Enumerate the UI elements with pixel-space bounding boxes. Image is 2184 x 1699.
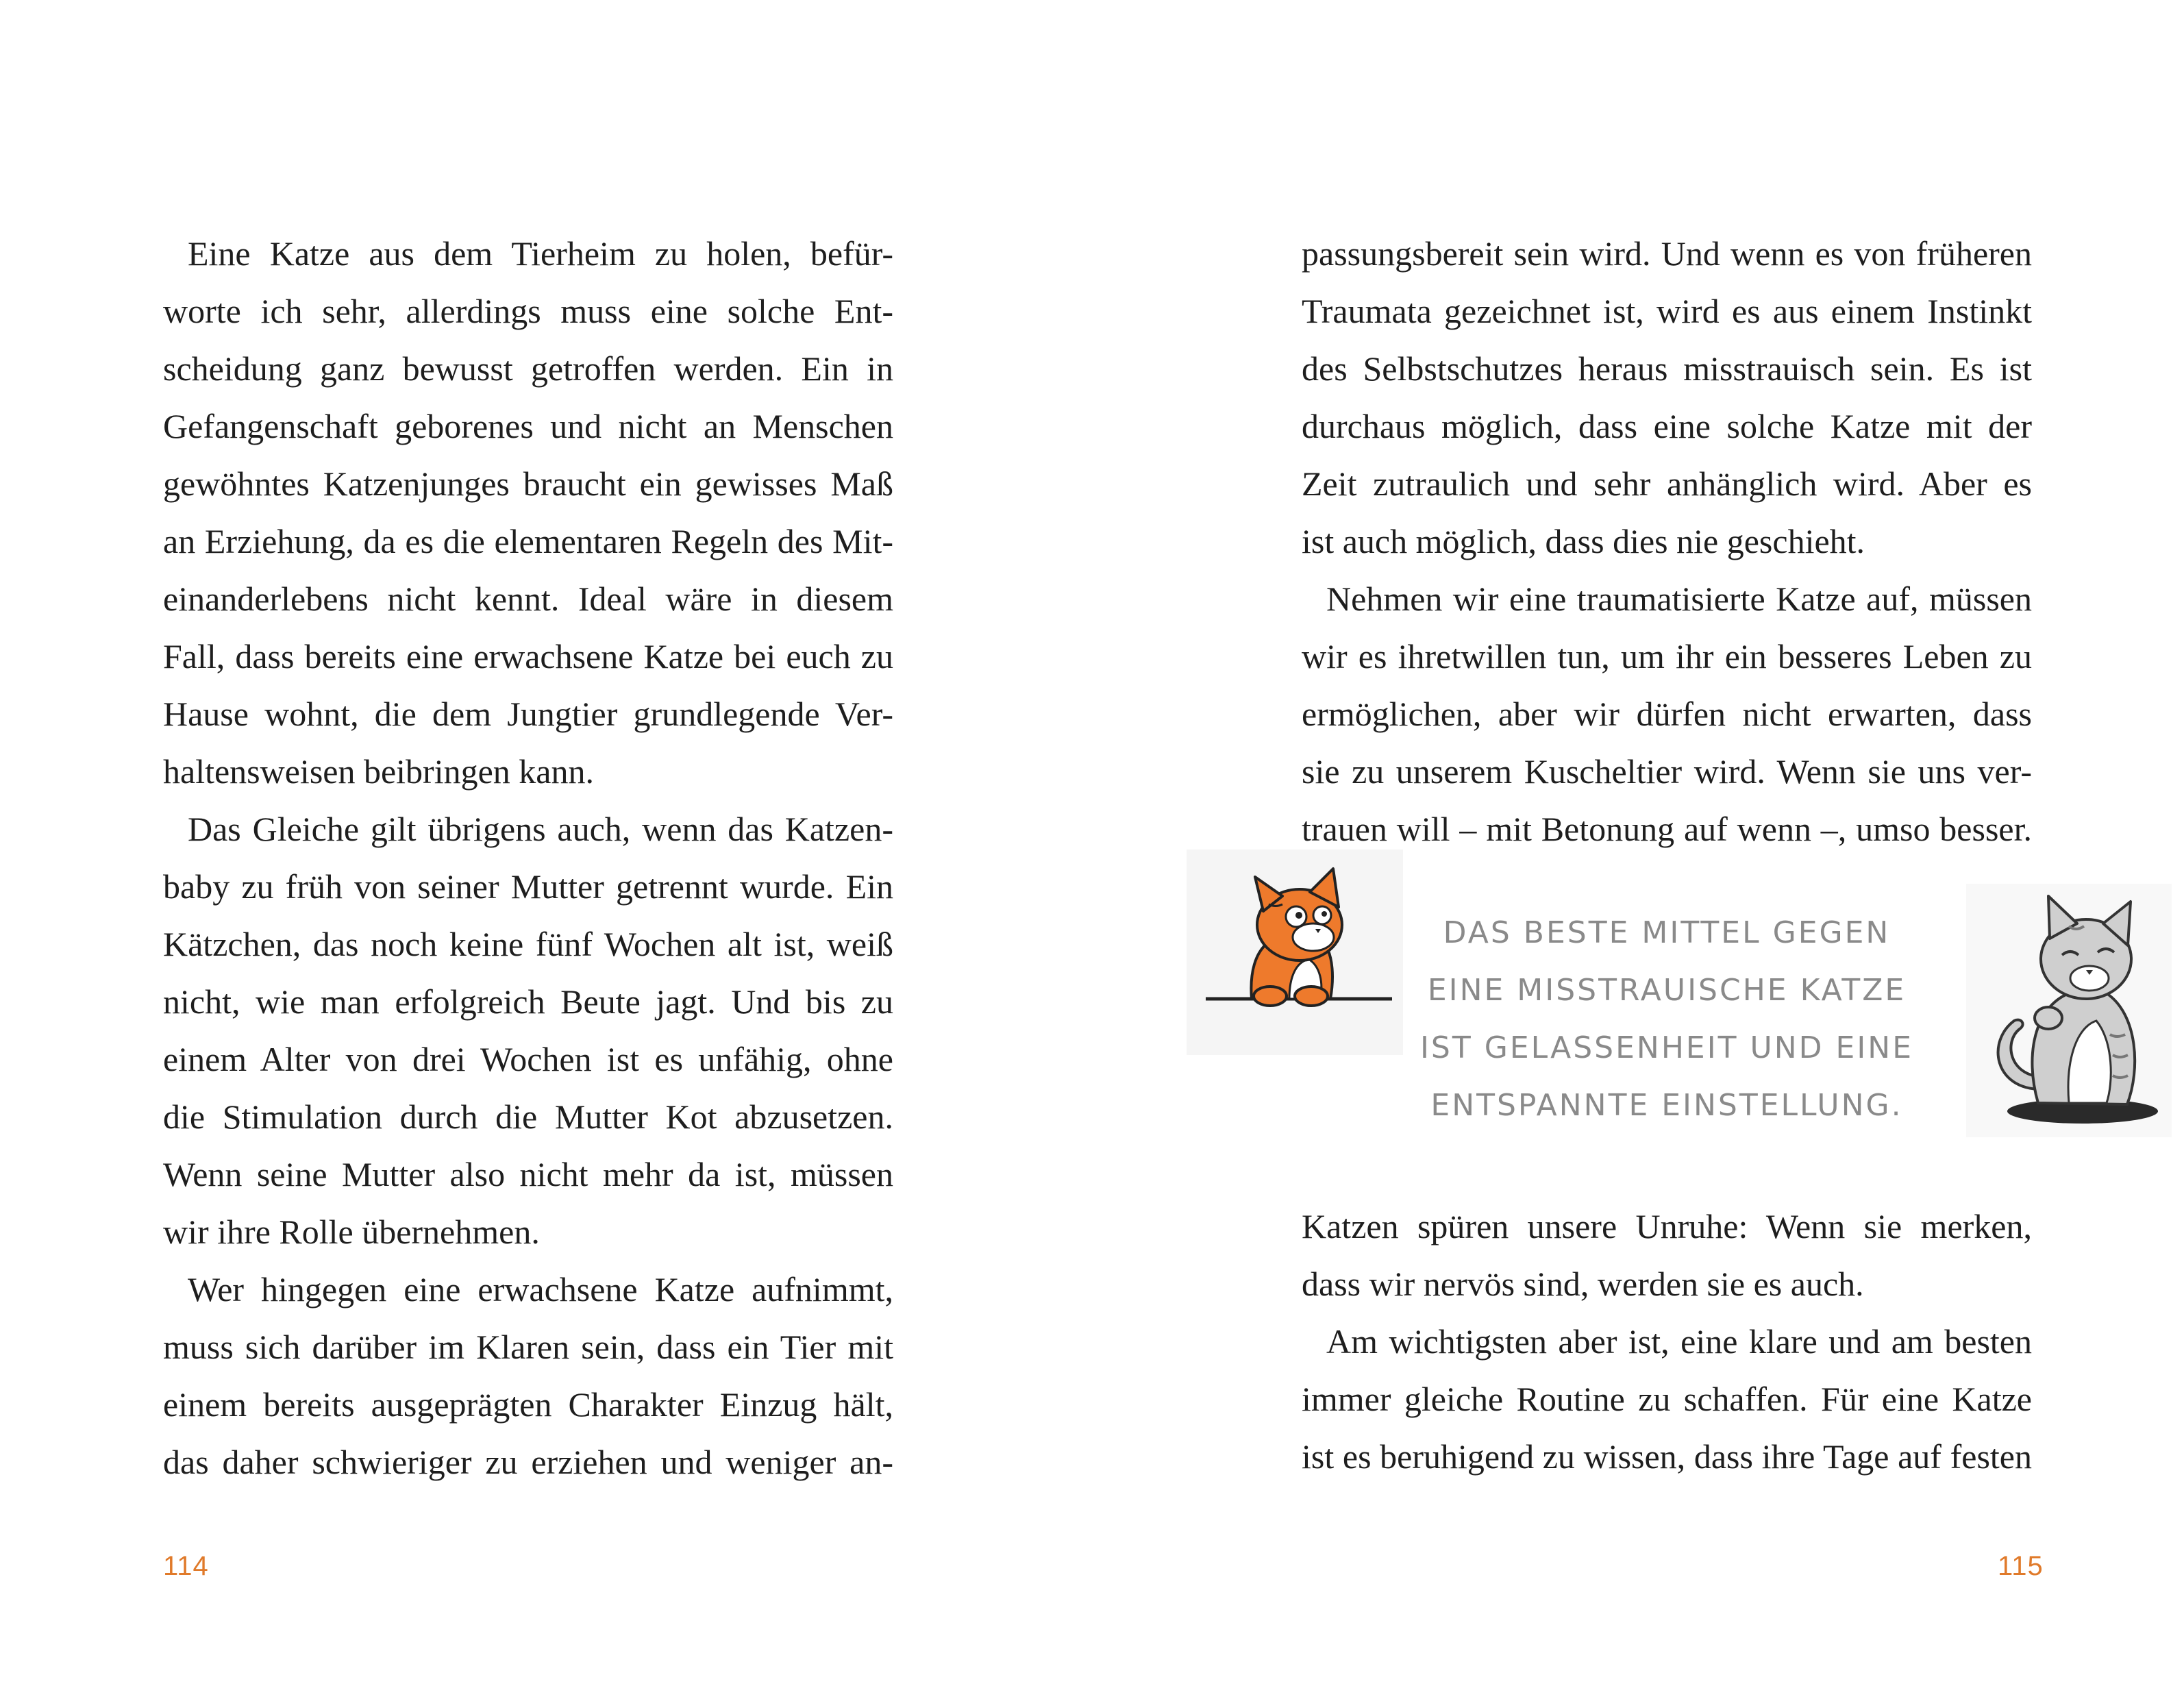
text-line: Kätzchen, das noch keine fünf Wochen alt ist, weiß bbox=[163, 925, 893, 963]
text-line: dass wir nervös sind, werden sie es auch. bbox=[1302, 1265, 1864, 1303]
text-line: einanderlebens nicht kennt. Ideal wäre in diesem bbox=[163, 580, 893, 618]
text-line: Wenn seine Mutter also nicht mehr da ist, müssen bbox=[163, 1155, 893, 1193]
text-line: worte ich sehr, allerdings muss eine solche Ent- bbox=[163, 292, 893, 330]
pull-quote bbox=[1302, 904, 2032, 1134]
pull-quote-line: EINE MISSTRAUISCHE KATZE bbox=[1427, 973, 1907, 1008]
orange-cat-peeking-icon bbox=[1187, 850, 1403, 1055]
text-line: Nehmen wir eine traumatisierte Katze auf, müssen bbox=[1326, 580, 2032, 618]
text-line: sie zu unserem Kuscheltier wird. Wenn sie uns ver- bbox=[1302, 752, 2032, 791]
left-body-text bbox=[163, 225, 893, 1491]
text-line: passungsbereit sein wird. Und wenn es von früheren bbox=[1302, 234, 2032, 273]
right-body-text-lower bbox=[1302, 1198, 2032, 1485]
text-line: nicht, wie man erfolgreich Beute jagt. Und bis zu bbox=[163, 982, 893, 1021]
text-line: muss sich darüber im Klaren sein, dass ein Tier mit bbox=[163, 1328, 893, 1366]
right-body-text-upper bbox=[1302, 225, 2032, 858]
text-line: scheidung ganz bewusst getroffen werden. Ein in bbox=[163, 349, 893, 388]
page-number: 114 bbox=[163, 1551, 209, 1581]
pull-quote-line: ENTSPANNTE EINSTELLUNG. bbox=[1430, 1088, 1903, 1123]
text-line: des Selbstschutzes heraus misstrauisch sein. Es ist bbox=[1302, 349, 2032, 388]
text-line: Das Gleiche gilt übrigens auch, wenn das Katzen- bbox=[188, 810, 893, 848]
text-line: Katzen spüren unsere Unruhe: Wenn sie merken, bbox=[1302, 1207, 2032, 1245]
text-line: Zeit zutraulich und sehr anhänglich wird. Aber es bbox=[1302, 464, 2032, 503]
text-line: einem Alter von drei Wochen ist es unfähig, ohne bbox=[163, 1040, 893, 1078]
text-line: durchaus möglich, dass eine solche Katze mit der bbox=[1302, 407, 2032, 445]
text-line: ermöglichen, aber wir dürfen nicht erwarten, dass bbox=[1302, 695, 2032, 733]
text-line: Gefangenschaft geborenes und nicht an Menschen bbox=[163, 407, 893, 445]
text-line: Hause wohnt, die dem Jungtier grundlegende Ver- bbox=[163, 695, 893, 733]
text-line: baby zu früh von seiner Mutter getrennt wurde. Ein bbox=[163, 867, 893, 906]
pull-quote-line: DAS BESTE MITTEL GEGEN bbox=[1443, 915, 1891, 950]
text-line: wir ihre Rolle übernehmen. bbox=[163, 1213, 540, 1251]
text-line: ist auch möglich, dass dies nie geschieht. bbox=[1302, 522, 1865, 560]
text-line: immer gleiche Routine zu schaffen. Für eine Katze bbox=[1302, 1380, 2032, 1418]
text-line: ist es beruhigend zu wissen, dass ihre Tage auf festen bbox=[1302, 1437, 2032, 1476]
text-line: gewöhntes Katzenjunges braucht ein gewisses Maß bbox=[163, 464, 893, 503]
text-line: Fall, dass bereits eine erwachsene Katze bei euch zu bbox=[163, 637, 893, 675]
text-line: Eine Katze aus dem Tierheim zu holen, befür- bbox=[188, 234, 893, 273]
text-line: an Erziehung, da es die elementaren Regeln des Mit- bbox=[163, 522, 893, 560]
pull-quote-line: IST GELASSENHEIT UND EINE bbox=[1419, 1030, 1914, 1065]
text-line: Am wichtigsten aber ist, eine klare und am besten bbox=[1326, 1322, 2032, 1361]
text-line: das daher schwieriger zu erziehen und weniger an- bbox=[163, 1443, 893, 1481]
text-line: wir es ihretwillen tun, um ihr ein besseres Leben zu bbox=[1302, 637, 2032, 675]
text-line: Traumata gezeichnet ist, wird es aus einem Instinkt bbox=[1302, 292, 2032, 330]
page-number: 115 bbox=[1998, 1551, 2044, 1581]
text-line: Wer hingegen eine erwachsene Katze aufnimmt, bbox=[188, 1270, 893, 1309]
text-line: trauen will – mit Betonung auf wenn –, umso besser. bbox=[1302, 810, 2032, 848]
text-line: die Stimulation durch die Mutter Kot abzusetzen. bbox=[163, 1097, 893, 1136]
gray-tabby-cat-sitting-icon bbox=[1966, 884, 2172, 1137]
text-line: haltensweisen beibringen kann. bbox=[163, 752, 594, 791]
text-line: einem bereits ausgeprägten Charakter Einzug hält, bbox=[163, 1385, 893, 1424]
